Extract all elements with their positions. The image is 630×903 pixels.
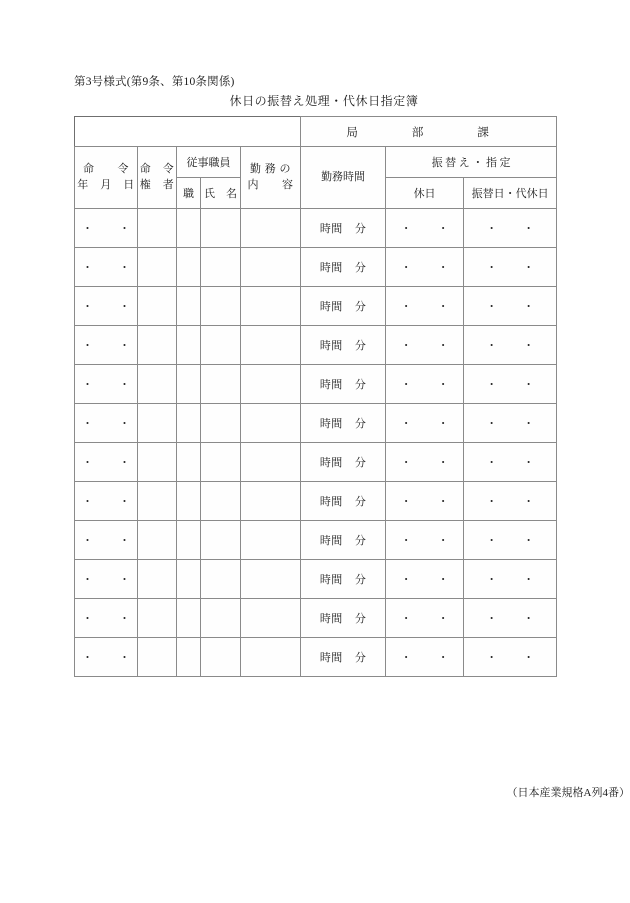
cell-staff-name[interactable] <box>201 404 241 443</box>
cell-duty-content[interactable] <box>241 248 301 287</box>
work-hours-units: 時間 分 <box>319 379 367 391</box>
date-dots: ・ ・ <box>400 418 449 430</box>
date-dots: ・ ・ <box>82 652 130 664</box>
cell-holiday[interactable] <box>386 326 464 365</box>
header-order-authority <box>138 147 177 209</box>
cell-staff-name[interactable] <box>201 482 241 521</box>
cell-staff-position[interactable] <box>177 404 201 443</box>
work-hours-units: 時間 分 <box>319 418 367 430</box>
cell-work-hours[interactable] <box>301 443 386 482</box>
cell-holiday[interactable] <box>386 638 464 677</box>
cell-work-hours[interactable] <box>301 638 386 677</box>
cell-substitute-day[interactable] <box>464 287 557 326</box>
table-row <box>75 521 557 560</box>
work-hours-units: 時間 分 <box>319 652 367 664</box>
cell-work-hours[interactable] <box>301 521 386 560</box>
cell-staff-name[interactable] <box>201 521 241 560</box>
date-dots: ・ ・ <box>400 223 449 235</box>
date-dots: ・ ・ <box>400 535 449 547</box>
cell-staff-name[interactable] <box>201 443 241 482</box>
header-staff-group: 従事職員 <box>177 147 241 178</box>
cell-duty-content[interactable] <box>241 287 301 326</box>
cell-holiday[interactable] <box>386 209 464 248</box>
cell-staff-position[interactable] <box>177 599 201 638</box>
cell-holiday[interactable] <box>386 560 464 599</box>
cell-substitute-day[interactable] <box>464 560 557 599</box>
date-dots: ・ ・ <box>82 379 130 391</box>
cell-substitute-day[interactable] <box>464 248 557 287</box>
header-duty-content <box>241 147 301 209</box>
cell-substitute-day[interactable] <box>464 326 557 365</box>
date-dots: ・ ・ <box>486 301 535 313</box>
date-dots: ・ ・ <box>82 418 130 430</box>
bureau-label: 局 <box>346 126 358 139</box>
cell-holiday[interactable] <box>386 287 464 326</box>
cell-order-date[interactable] <box>75 326 138 365</box>
table-row <box>75 287 557 326</box>
page-title: 休日の振替え処理・代休日指定簿 <box>229 94 419 108</box>
table-row <box>75 209 557 248</box>
date-dots: ・ ・ <box>82 496 130 508</box>
cell-staff-position[interactable] <box>177 638 201 677</box>
cell-order-authority[interactable] <box>138 287 177 326</box>
work-hours-units: 時間 分 <box>319 262 367 274</box>
cell-order-authority[interactable] <box>138 326 177 365</box>
cell-staff-position[interactable] <box>177 482 201 521</box>
cell-order-authority[interactable] <box>138 209 177 248</box>
table-row <box>75 248 557 287</box>
work-hours-units: 時間 分 <box>319 340 367 352</box>
header-work-hours: 勤務時間 <box>301 147 386 209</box>
date-dots: ・ ・ <box>400 652 449 664</box>
cell-order-date[interactable] <box>75 404 138 443</box>
cell-duty-content[interactable] <box>241 365 301 404</box>
work-hours-units: 時間 分 <box>319 301 367 313</box>
cell-work-hours[interactable] <box>301 365 386 404</box>
table-row <box>75 599 557 638</box>
cell-substitute-day[interactable] <box>464 404 557 443</box>
section-label: 課 <box>477 126 489 139</box>
cell-duty-content[interactable] <box>241 326 301 365</box>
order-date-line-2: 年 月 日 <box>77 178 135 191</box>
cell-order-date[interactable] <box>75 287 138 326</box>
cell-staff-position[interactable] <box>177 560 201 599</box>
department-label: 部 <box>411 126 424 139</box>
work-hours-units: 時間 分 <box>319 457 367 469</box>
cell-staff-position[interactable] <box>177 248 201 287</box>
order-date-line-1: 命 令 <box>83 162 129 175</box>
cell-substitute-day[interactable] <box>464 443 557 482</box>
date-dots: ・ ・ <box>486 418 535 430</box>
date-dots: ・ ・ <box>486 496 535 508</box>
table-row <box>75 482 557 521</box>
cell-substitute-day[interactable] <box>464 365 557 404</box>
table-row <box>75 404 557 443</box>
cell-substitute-day[interactable] <box>464 521 557 560</box>
cell-order-authority[interactable] <box>138 404 177 443</box>
cell-order-authority[interactable] <box>138 521 177 560</box>
cell-staff-name[interactable] <box>201 599 241 638</box>
date-dots: ・ ・ <box>486 379 535 391</box>
cell-staff-position[interactable] <box>177 521 201 560</box>
table-row <box>75 560 557 599</box>
date-dots: ・ ・ <box>486 613 535 625</box>
cell-staff-name[interactable] <box>201 365 241 404</box>
cell-duty-content[interactable] <box>241 638 301 677</box>
header-substitute-day: 振替日・代休日 <box>464 178 557 209</box>
cell-staff-name[interactable] <box>201 248 241 287</box>
cell-work-hours[interactable] <box>301 287 386 326</box>
date-dots: ・ ・ <box>486 457 535 469</box>
cell-order-authority[interactable] <box>138 248 177 287</box>
date-dots: ・ ・ <box>486 574 535 586</box>
work-hours-units: 時間 分 <box>319 496 367 508</box>
cell-work-hours[interactable] <box>301 560 386 599</box>
cell-duty-content[interactable] <box>241 443 301 482</box>
date-dots: ・ ・ <box>400 379 449 391</box>
cell-staff-name[interactable] <box>201 560 241 599</box>
cell-duty-content[interactable] <box>241 482 301 521</box>
cell-order-date[interactable] <box>75 560 138 599</box>
date-dots: ・ ・ <box>82 340 130 352</box>
date-dots: ・ ・ <box>400 301 449 313</box>
form-number-label: 第3号様式(第9条、第10条関係) <box>74 76 235 88</box>
header-row-main <box>75 147 557 178</box>
date-dots: ・ ・ <box>486 535 535 547</box>
cell-work-hours[interactable] <box>301 404 386 443</box>
header-order-date <box>75 147 138 209</box>
cell-order-authority[interactable] <box>138 365 177 404</box>
cell-order-date[interactable] <box>75 443 138 482</box>
date-dots: ・ ・ <box>82 262 130 274</box>
cell-order-date[interactable] <box>75 482 138 521</box>
header-staff-name: 氏 名 <box>201 178 241 209</box>
cell-staff-position[interactable] <box>177 326 201 365</box>
cell-order-date[interactable] <box>75 248 138 287</box>
order-authority-line-2: 権 者 <box>139 178 175 191</box>
org-header-cell <box>301 117 557 147</box>
cell-staff-name[interactable] <box>201 638 241 677</box>
work-hours-units: 時間 分 <box>319 613 367 625</box>
cell-order-authority[interactable] <box>138 560 177 599</box>
date-dots: ・ ・ <box>400 496 449 508</box>
date-dots: ・ ・ <box>486 340 535 352</box>
cell-order-date[interactable] <box>75 521 138 560</box>
cell-order-authority[interactable] <box>138 599 177 638</box>
cell-order-authority[interactable] <box>138 482 177 521</box>
header-staff-position: 職 <box>177 178 201 209</box>
table-row <box>75 638 557 677</box>
table-row <box>75 326 557 365</box>
duty-content-line-2: 内 容 <box>247 178 294 191</box>
date-dots: ・ ・ <box>400 574 449 586</box>
date-dots: ・ ・ <box>486 262 535 274</box>
cell-holiday[interactable] <box>386 443 464 482</box>
cell-staff-name[interactable] <box>201 209 241 248</box>
cell-duty-content[interactable] <box>241 599 301 638</box>
work-hours-units: 時間 分 <box>319 574 367 586</box>
date-dots: ・ ・ <box>400 613 449 625</box>
cell-duty-content[interactable] <box>241 404 301 443</box>
date-dots: ・ ・ <box>400 262 449 274</box>
cell-work-hours[interactable] <box>301 248 386 287</box>
substitute-group-label: 振替え・指定 <box>431 157 514 169</box>
cell-duty-content[interactable] <box>241 209 301 248</box>
date-dots: ・ ・ <box>400 340 449 352</box>
cell-order-authority[interactable] <box>138 443 177 482</box>
cell-staff-position[interactable] <box>177 365 201 404</box>
cell-duty-content[interactable] <box>241 521 301 560</box>
date-dots: ・ ・ <box>82 223 130 235</box>
cell-holiday[interactable] <box>386 365 464 404</box>
leave-substitution-register-table <box>74 116 557 677</box>
duty-content-line-1: 勤 務 の <box>250 162 292 175</box>
table-row <box>75 365 557 404</box>
work-hours-units: 時間 分 <box>319 223 367 235</box>
date-dots: ・ ・ <box>82 535 130 547</box>
date-dots: ・ ・ <box>82 613 130 625</box>
cell-holiday[interactable] <box>386 599 464 638</box>
org-header-spacer <box>75 117 301 147</box>
form-table-container <box>74 116 630 799</box>
org-header-row <box>75 117 557 147</box>
cell-work-hours[interactable] <box>301 326 386 365</box>
cell-work-hours[interactable] <box>301 209 386 248</box>
cell-staff-position[interactable] <box>177 209 201 248</box>
header-holiday: 休日 <box>386 178 464 209</box>
date-dots: ・ ・ <box>82 301 130 313</box>
date-dots: ・ ・ <box>82 457 130 469</box>
cell-substitute-day[interactable] <box>464 482 557 521</box>
order-authority-line-1: 命 令 <box>139 162 175 175</box>
cell-holiday[interactable] <box>386 404 464 443</box>
cell-substitute-day[interactable] <box>464 209 557 248</box>
cell-work-hours[interactable] <box>301 599 386 638</box>
cell-holiday[interactable] <box>386 482 464 521</box>
cell-staff-position[interactable] <box>177 443 201 482</box>
table-row <box>75 443 557 482</box>
cell-holiday[interactable] <box>386 248 464 287</box>
cell-order-date[interactable] <box>75 209 138 248</box>
cell-duty-content[interactable] <box>241 560 301 599</box>
work-hours-units: 時間 分 <box>319 535 367 547</box>
cell-staff-position[interactable] <box>177 287 201 326</box>
cell-substitute-day[interactable] <box>464 638 557 677</box>
cell-substitute-day[interactable] <box>464 599 557 638</box>
cell-staff-name[interactable] <box>201 326 241 365</box>
cell-work-hours[interactable] <box>301 482 386 521</box>
cell-staff-name[interactable] <box>201 287 241 326</box>
cell-order-date[interactable] <box>75 365 138 404</box>
date-dots: ・ ・ <box>486 652 535 664</box>
date-dots: ・ ・ <box>486 223 535 235</box>
table-body <box>75 209 557 677</box>
footnote-paper-size: （日本産業規格A列4番） <box>506 787 630 799</box>
date-dots: ・ ・ <box>82 574 130 586</box>
header-substitute-group <box>386 147 557 178</box>
cell-holiday[interactable] <box>386 521 464 560</box>
cell-order-date[interactable] <box>75 638 138 677</box>
cell-order-date[interactable] <box>75 599 138 638</box>
cell-order-authority[interactable] <box>138 638 177 677</box>
date-dots: ・ ・ <box>400 457 449 469</box>
